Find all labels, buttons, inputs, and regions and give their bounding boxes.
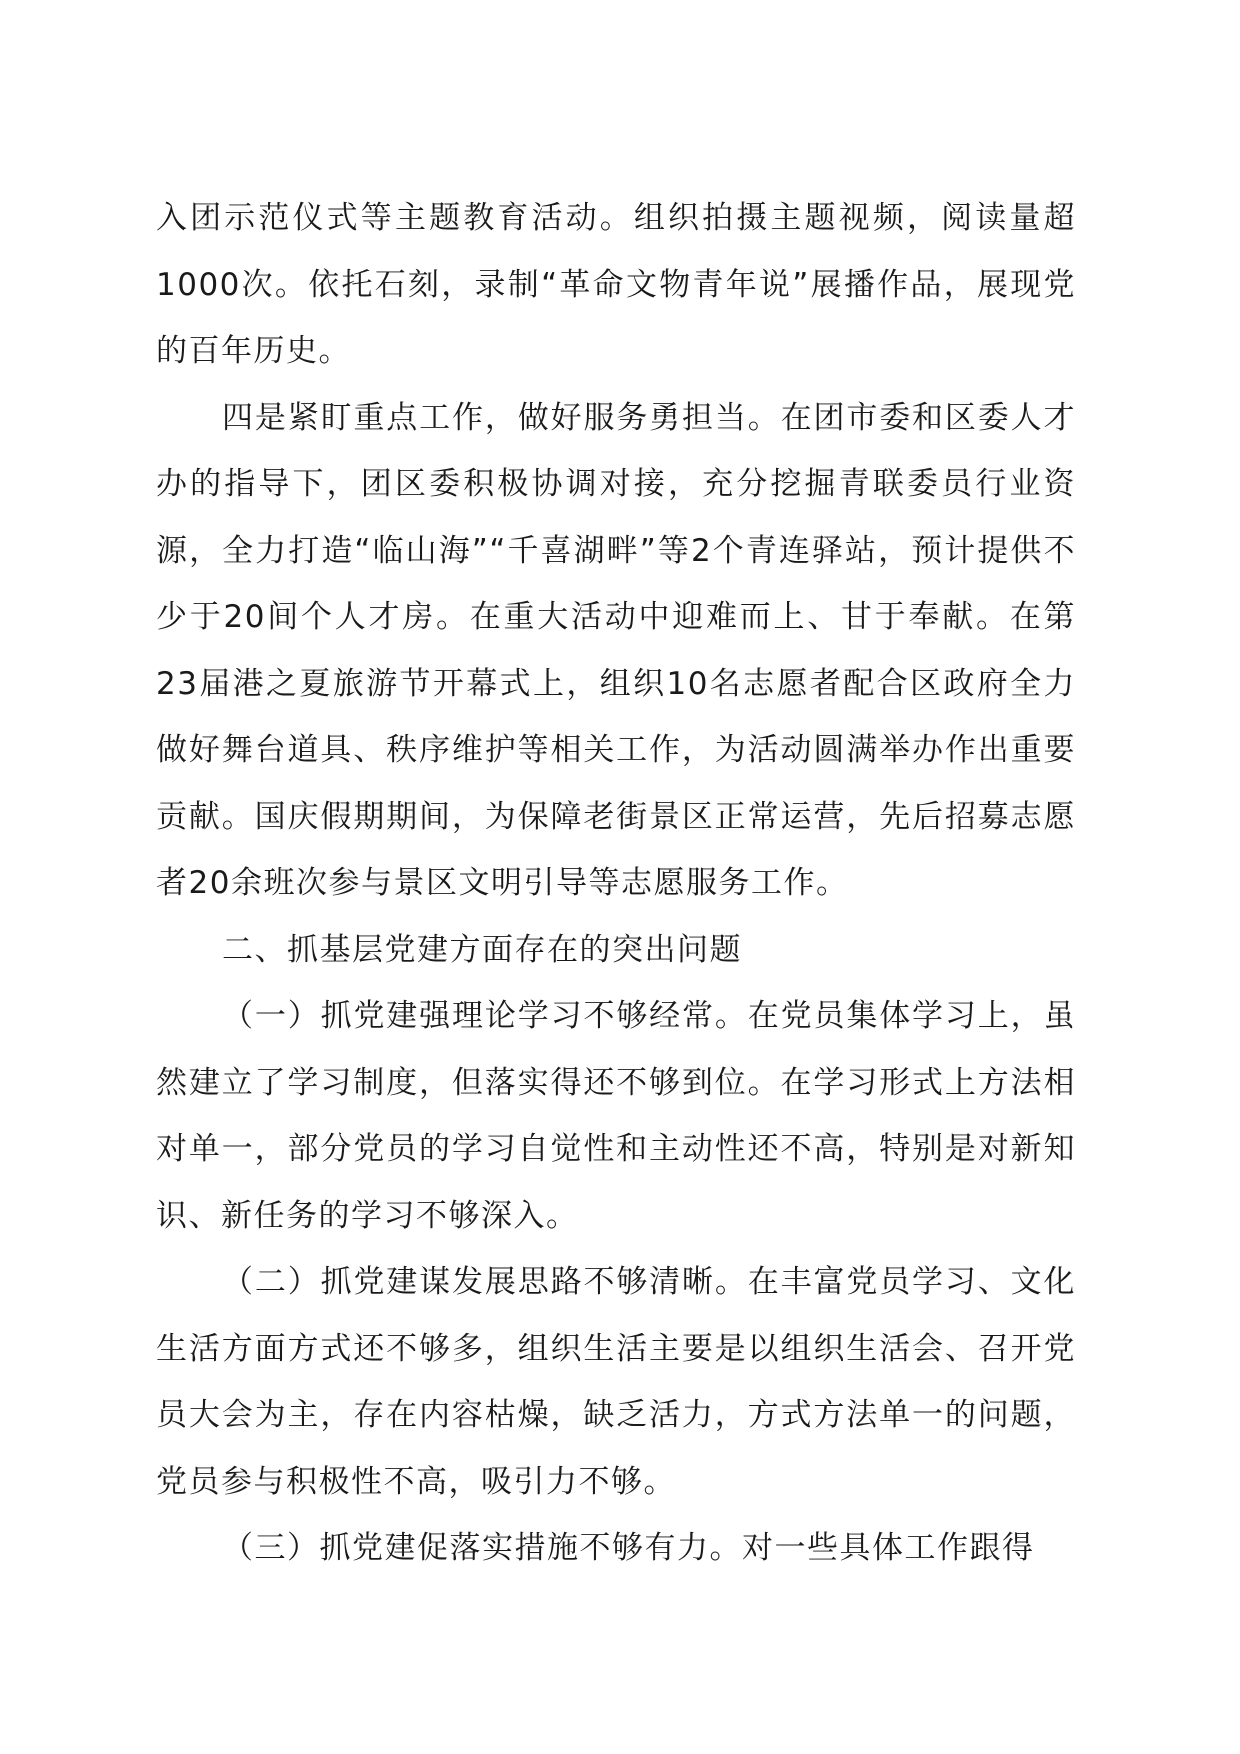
paragraph-activities-continued: 入团示范仪式等主题教育活动。组织拍摄主题视频，阅读量超1000次。依托石刻，录制“革命文物青年说”展播作品，展现党的百年历史。 — [156, 200, 1076, 369]
section-heading-problems: 二、抓基层党建方面存在的突出问题 — [222, 931, 742, 968]
paragraph-key-work-service: 四是紧盯重点工作，做好服务勇担当。在团市委和区委人才办的指导下，团区委积极协调对接，充分挖掘青联委员行业资源，全力打造“临山海”“千喜湖畔”等2个青连驿站，预计提供不少于20间个人才房。在重大活动中迎难而上、甘于奉献。在第23届港之夏旅游节开幕式上，组织10名志愿者配合区政府全力做好舞台道具、秩序维护等相关工作，为活动圆满举办作出重要贡献。国庆假期期间，为保障老街景区正常运营，先后招募志愿者20余班次参与景区文明引导等志愿服务工作。 — [156, 399, 1076, 901]
document-body — [156, 185, 1076, 1582]
paragraph-problem-one: （一）抓党建强理论学习不够经常。在党员集体学习上，虽然建立了学习制度，但落实得还不够到位。在学习形式上方法相对单一，部分党员的学习自觉性和主动性还不高，特别是对新知识、新任务的学习不够深入。 — [156, 998, 1076, 1234]
paragraph-problem-two: （二）抓党建谋发展思路不够清晰。在丰富党员学习、文化生活方面方式还不够多，组织生活主要是以组织生活会、召开党员大会为主，存在内容枯燥，缺乏活力，方式方法单一的问题，党员参与积极性不高，吸引力不够。 — [156, 1264, 1076, 1500]
paragraph-problem-three: （三）抓党建促落实措施不够有力。对一些具体工作跟得 — [222, 1530, 1035, 1566]
